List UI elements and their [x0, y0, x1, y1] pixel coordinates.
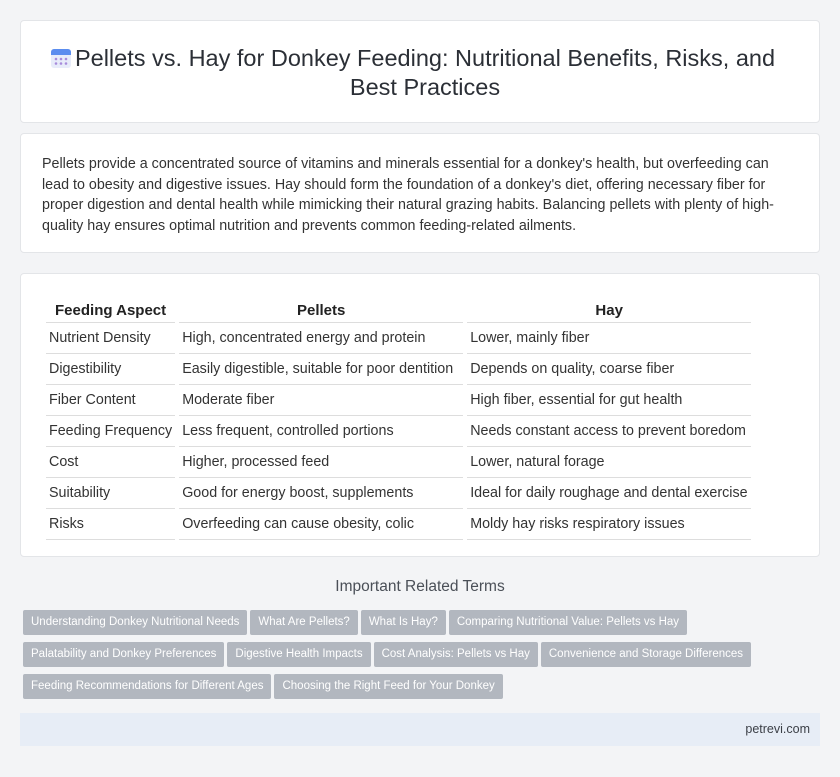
table-row: [46, 478, 751, 509]
table-cell: Less frequent, controlled portions: [179, 416, 463, 447]
table-header-row: [46, 295, 751, 323]
table-cell: High, concentrated energy and protein: [179, 323, 463, 354]
title-card: [20, 20, 820, 123]
table-cell: High fiber, essential for gut health: [467, 385, 751, 416]
related-tag[interactable]: Palatability and Donkey Preferences: [23, 642, 224, 667]
footer: [20, 713, 820, 746]
table-cell: Easily digestible, suitable for poor dentition: [179, 354, 463, 385]
related-tag[interactable]: Comparing Nutritional Value: Pellets vs Hay: [449, 610, 687, 635]
footer-site-link[interactable]: petrevi.com: [745, 722, 810, 736]
table-cell: Moderate fiber: [179, 385, 463, 416]
table-cell: Good for energy boost, supplements: [179, 478, 463, 509]
comparison-table: [42, 295, 755, 540]
table-cell: Suitability: [46, 478, 175, 509]
related-tag[interactable]: Feeding Recommendations for Different Ages: [23, 674, 271, 699]
table-cell: Risks: [46, 509, 175, 540]
summary-card: [20, 133, 820, 253]
table-cell: Nutrient Density: [46, 323, 175, 354]
header-pellets: Pellets: [179, 295, 463, 323]
related-tag[interactable]: What Are Pellets?: [250, 610, 357, 635]
table-cell: Lower, natural forage: [467, 447, 751, 478]
table-cell: Lower, mainly fiber: [467, 323, 751, 354]
header-feeding-aspect: Feeding Aspect: [46, 295, 175, 323]
table-cell: Depends on quality, coarse fiber: [467, 354, 751, 385]
table-row: [46, 385, 751, 416]
table-row: [46, 354, 751, 385]
header-hay: Hay: [467, 295, 751, 323]
table-row: [46, 323, 751, 354]
table-cell: Higher, processed feed: [179, 447, 463, 478]
related-tag[interactable]: Understanding Donkey Nutritional Needs: [23, 610, 247, 635]
comparison-card: [20, 273, 820, 557]
table-cell: Digestibility: [46, 354, 175, 385]
related-tag[interactable]: Digestive Health Impacts: [227, 642, 370, 667]
related-tag[interactable]: Choosing the Right Feed for Your Donkey: [274, 674, 502, 699]
table-row: [46, 447, 751, 478]
table-cell: Overfeeding can cause obesity, colic: [179, 509, 463, 540]
related-tag[interactable]: Convenience and Storage Differences: [541, 642, 751, 667]
table-cell: Ideal for daily roughage and dental exercise: [467, 478, 751, 509]
table-row: [46, 509, 751, 540]
related-tag[interactable]: What Is Hay?: [361, 610, 446, 635]
page-title: Pellets vs. Hay for Donkey Feeding: Nutritional Benefits, Risks, and Best Practices: [74, 45, 776, 100]
related-tag[interactable]: Cost Analysis: Pellets vs Hay: [374, 642, 538, 667]
table-row: [46, 416, 751, 447]
table-cell: Needs constant access to prevent boredom: [467, 416, 751, 447]
related-terms-title: Important Related Terms: [335, 578, 505, 595]
table-cell: Moldy hay risks respiratory issues: [467, 509, 751, 540]
table-cell: Fiber Content: [46, 385, 175, 416]
table-cell: Feeding Frequency: [46, 416, 175, 447]
related-terms-list: [23, 610, 813, 706]
table-cell: Cost: [46, 447, 175, 478]
summary-text: Pellets provide a concentrated source of vitamins and minerals essential for a donkey's health, but overfeeding can lead to obesity and digestive issues. Hay should form the foundation of a donkey's diet, offering necessary fiber for proper digestion and dental health while mimicking their natural grazing habits. Balancing pellets with plenty of high-quality hay ensures optimal nutrition and prevents common feeding-related ailments.: [42, 156, 774, 234]
